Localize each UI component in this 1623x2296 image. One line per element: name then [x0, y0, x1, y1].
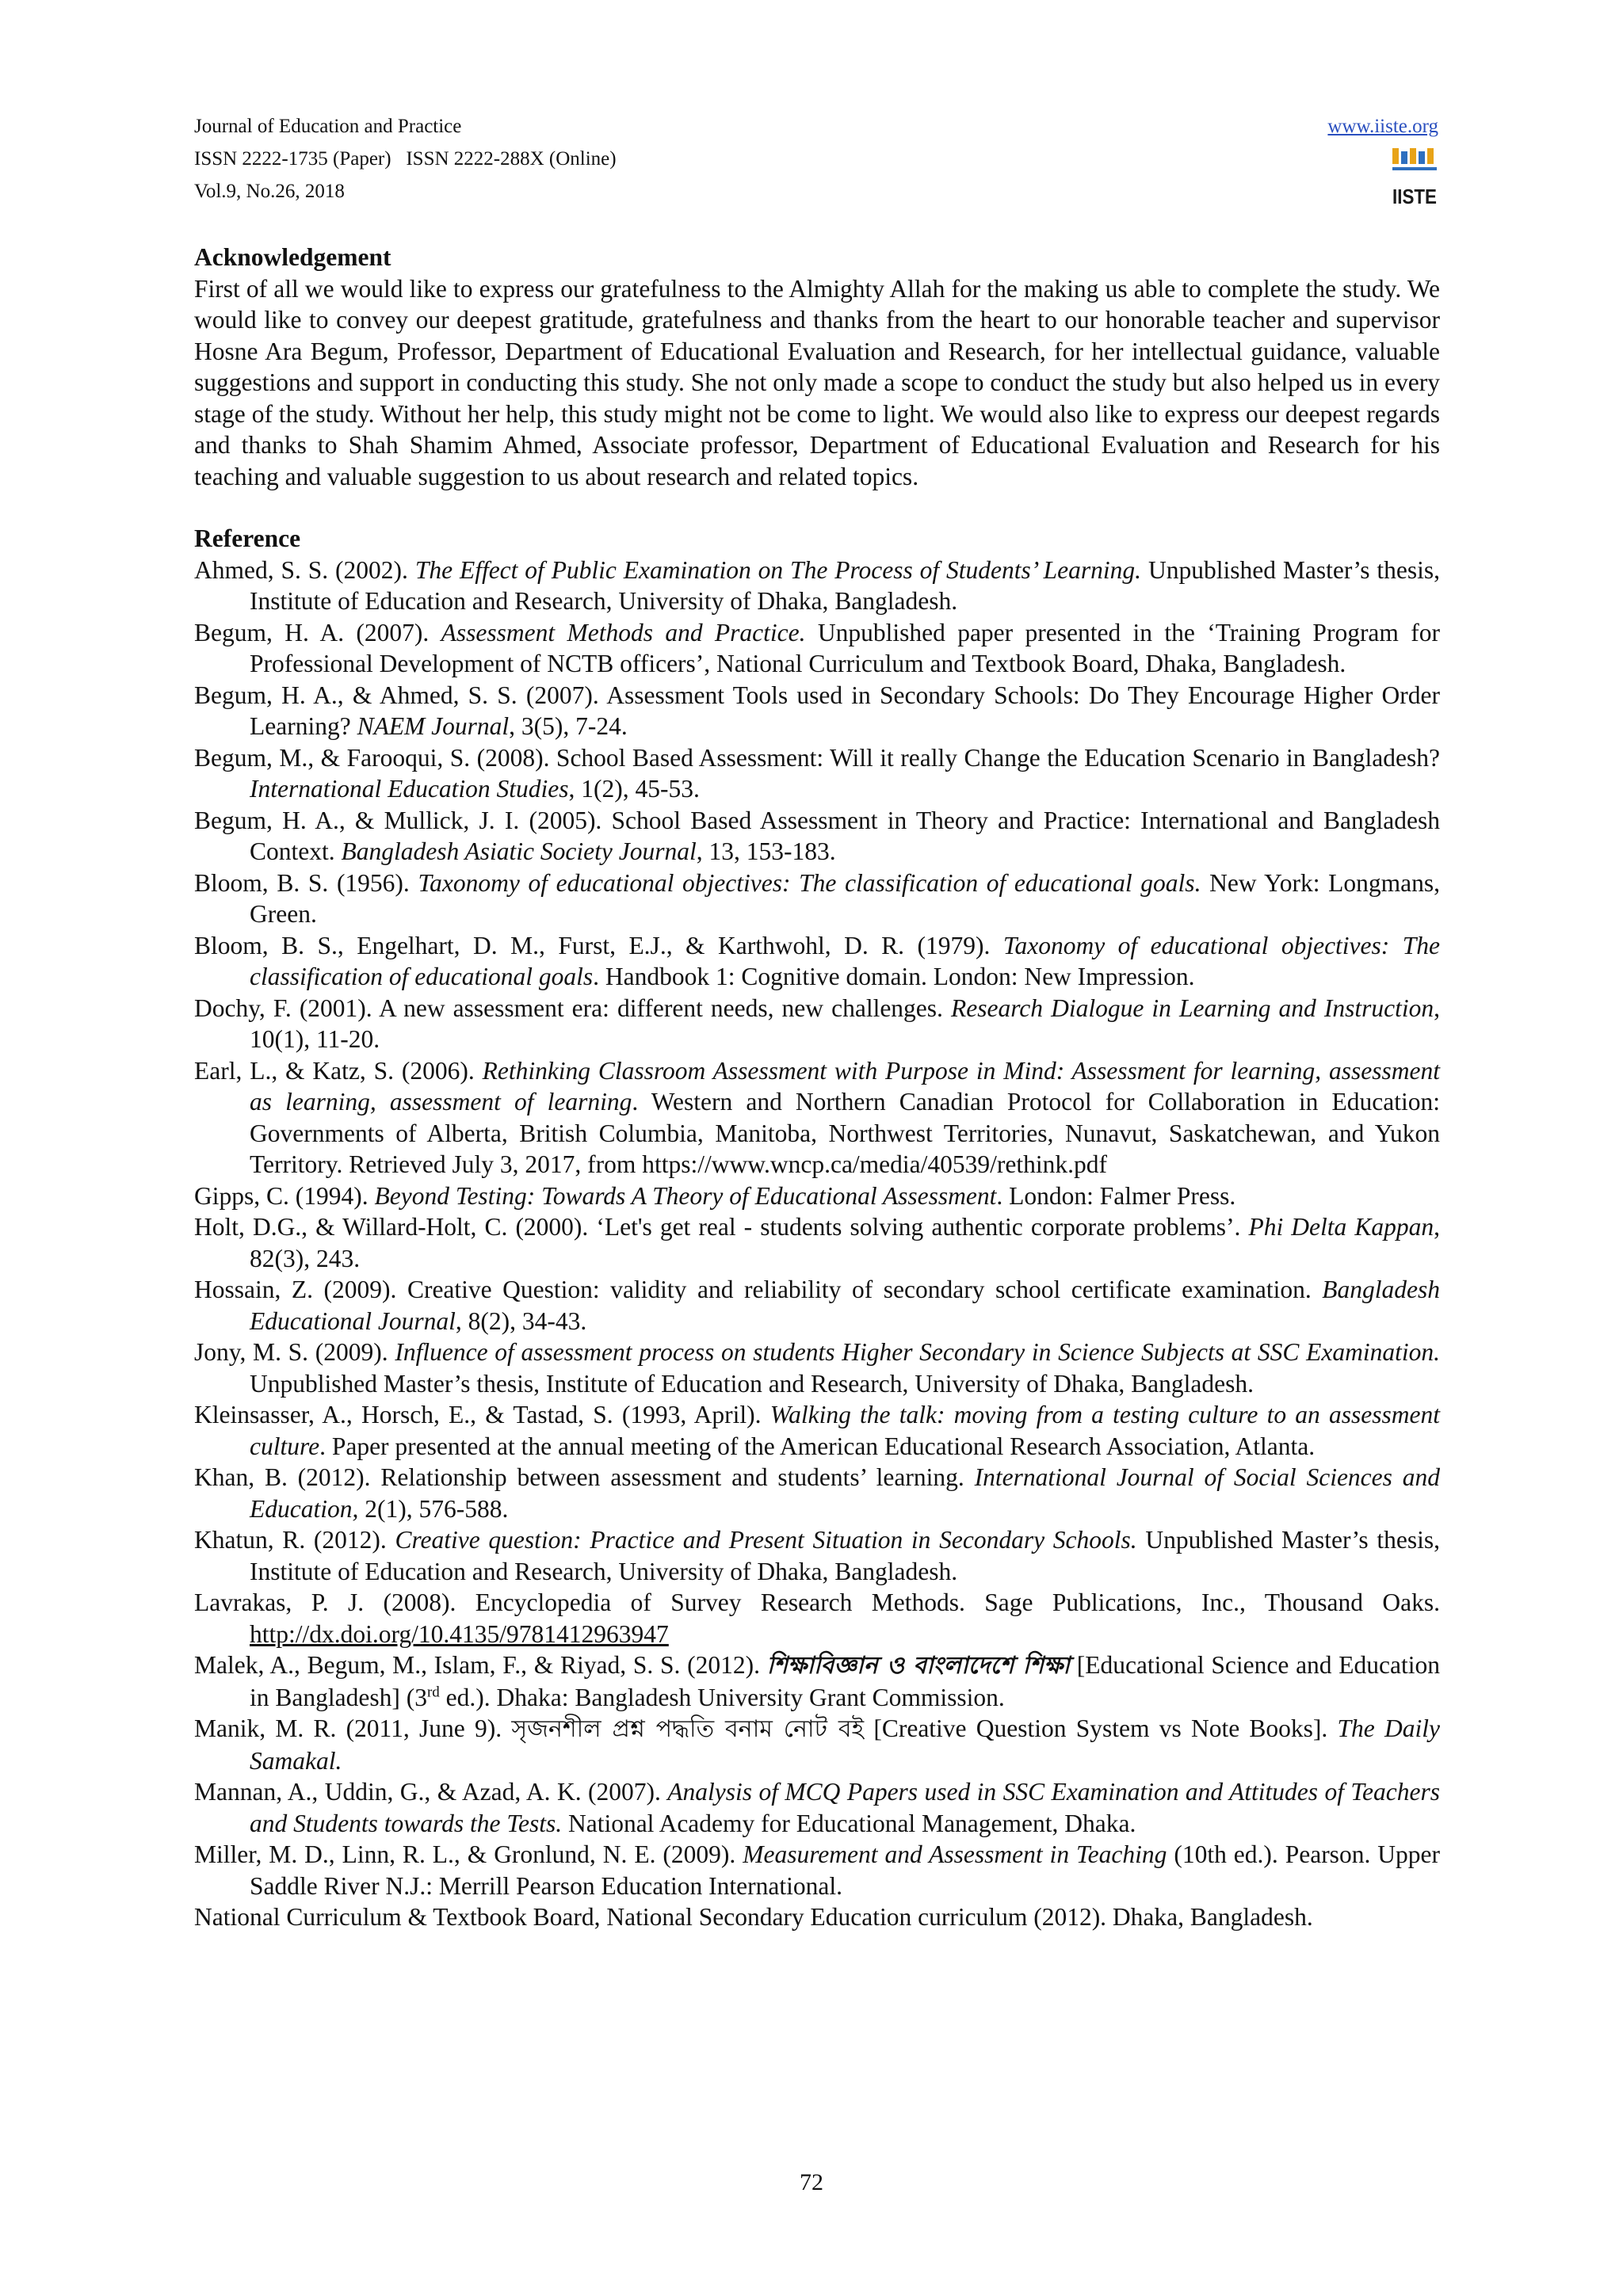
reference-text: Khan, B. (2012). Relationship between assessment and students’ learning. [194, 1463, 975, 1491]
reference-text: Manik, M. R. (2011, June 9). [194, 1714, 512, 1742]
acknowledgement-text: First of all we would like to express our gratefulness to the Almighty Allah for the making us able to complete the study. We would like to convey our deepest gratitude, gratefulness and thanks from the heart to our honorable teacher and supervisor Hosne Ara Begum, Professor, Department of Educational Evaluation and Research, for her intellectual guidance, valuable suggestions and support in conducting this study. She not only made a scope to conduct the study but also helped us in every stage of the study. Without her help, this study might not be come to light. We would also like to express our deepest regards and thanks to Shah Shamim Ahmed, Associate professor, Department of Educational Evaluation and Research for his teaching and valuable suggestion to us about research and related topics. [194, 274, 1440, 490]
reference-text: , 82(3), 243. [250, 1213, 1440, 1272]
reference-item [194, 680, 1440, 742]
reference-text: Earl, L., & Katz, S. (2006). [194, 1056, 483, 1085]
reference-text: , 10(1), 11-20. [250, 994, 1440, 1053]
logo-bar [1410, 148, 1416, 164]
page-header [194, 111, 1438, 214]
reference-bangla-title: সৃজনশীল প্রশ্ন পদ্ধতি বনাম নোট বই [511, 1715, 865, 1743]
reference-item [194, 617, 1440, 680]
logo-bar [1419, 151, 1425, 164]
reference-title-italic: Taxonomy of educational objectives: The classification of educational goals. [418, 868, 1201, 897]
reference-text: . Handbook 1: Cognitive domain. London: New Impression. [593, 963, 1195, 990]
reference-source-italic: The Daily Samakal. [250, 1714, 1440, 1775]
reference-item [194, 742, 1440, 805]
reference-item [194, 1462, 1440, 1524]
reference-text: , 13, 153-183. [696, 837, 836, 865]
reference-title-italic: Bangladesh Asiatic Society Journal [341, 837, 697, 865]
reference-title-italic: Measurement and Assessment in Teaching [743, 1840, 1167, 1868]
reference-text: Unpublished Master’s thesis, Institute of Education and Research, University of Dhaka, Bangladesh. [250, 555, 1440, 615]
logo-bar [1392, 148, 1399, 164]
reference-text: 2(1), 576-588. [358, 1494, 509, 1523]
reference-item [194, 1211, 1440, 1274]
logo-text: IISTE [1392, 185, 1437, 208]
reference-title-italic: Creative question: Practice and Present Situation in Secondary Schools. [395, 1526, 1137, 1554]
page-number: 72 [800, 2169, 823, 2195]
reference-item [194, 930, 1440, 993]
reference-text: Bloom, B. S. (1956). [194, 868, 418, 897]
reference-title-italic: Phi Delta Kappan [1248, 1213, 1434, 1241]
reference-text: Gipps, C. (1994). [194, 1181, 375, 1210]
reference-item [194, 1337, 1440, 1399]
reference-title-italic: International Education Studies [250, 775, 569, 803]
reference-title-italic: Beyond Testing: Towards A Theory of Educational Assessment [374, 1181, 997, 1210]
reference-text: Unpublished Master’s thesis, Institute of Education and Research, University of Dhaka, Bangladesh. [250, 1526, 1440, 1585]
reference-text: Begum, H. A., & Mullick, J. I. (2005). School Based Assessment in Theory and Practice: International and Bangladesh Context. [194, 806, 1440, 865]
reference-title-italic: International Journal of Social Sciences and Education, [250, 1463, 1440, 1523]
reference-text: Hossain, Z. (2009). Creative Question: validity and reliability of secondary school certificate examination. [194, 1276, 1323, 1303]
iiste-logo [1391, 147, 1438, 212]
reference-item [194, 993, 1440, 1055]
issn-line: ISSN 2222-1735 (Paper) ISSN 2222-288X (Online) [194, 148, 617, 170]
reference-text: Bloom, B. S., Engelhart, D. M., Furst, E.J., & Karthwohl, D. R. (1979). [194, 931, 1003, 959]
reference-title-italic: Bangladesh Educational Journal [250, 1276, 1440, 1335]
reference-text: , 3(5), 7-24. [509, 712, 628, 740]
reference-text: Malek, A., Begum, M., Islam, F., & Riyad, S. S. (2012). [194, 1651, 767, 1679]
reference-item [194, 1650, 1440, 1713]
reference-list [194, 555, 1440, 1933]
website-link[interactable]: www.iiste.org [1327, 116, 1438, 137]
reference-title-italic: Analysis of MCQ Papers used in SSC Examination and Attitudes of Teachers and Students towards the Tests. [250, 1778, 1440, 1837]
reference-item [194, 1180, 1440, 1212]
reference-title: Reference [194, 524, 301, 552]
reference-text: Begum, H. A., & Ahmed, S. S. (2007). Assessment Tools used in Secondary Schools: Do They Encourage Higher Order Learning? [194, 681, 1440, 740]
acknowledgement-title: Acknowledgement [194, 243, 391, 271]
reference-item [194, 1399, 1440, 1462]
reference-item [194, 805, 1440, 868]
logo-bar [1392, 167, 1437, 170]
reference-text: [Creative Question System vs Note Books]. [864, 1714, 1338, 1742]
reference-text: Khatun, R. (2012). [194, 1526, 395, 1554]
reference-text: Unpublished paper presented in the ‘Training Program for Professional Development of NCTB officers’, National Curriculum and Textbook Board, Dhaka, Bangladesh. [250, 618, 1440, 677]
logo-bar [1427, 148, 1434, 164]
reference-text: . Paper presented at the annual meeting of the American Educational Research Association, Atlanta. [319, 1432, 1316, 1460]
reference-item [194, 1587, 1440, 1650]
reference-text: (10th ed.). Pearson. Upper Saddle River N.J.: Merrill Pearson Education International. [250, 1840, 1440, 1900]
logo-bar [1401, 151, 1407, 164]
reference-bangla-title: শিক্ষাবিজ্ঞান ও বাংলাদেশে শিক্ষা [766, 1652, 1070, 1680]
reference-text: Mannan, A., Uddin, G., & Azad, A. K. (2007). [194, 1778, 668, 1806]
reference-text: Begum, H. A. (2007). [194, 618, 441, 646]
reference-item [194, 1055, 1440, 1180]
reference-title-italic: The Effect of Public Examination on The Process of Students’ Learning. [414, 555, 1142, 584]
reference-text: ed.). Dhaka: Bangladesh University Grant Commission. [439, 1683, 1005, 1711]
reference-doi-link[interactable]: http://dx.doi.org/10.4135/9781412963947 [250, 1619, 669, 1648]
reference-text: Holt, D.G., & Willard-Holt, C. (2000). ‘Let's get real - students solving authentic corporate problems’. [194, 1213, 1249, 1241]
reference-item [194, 1274, 1440, 1337]
journal-name: Journal of Education and Practice [194, 116, 462, 137]
reference-item [194, 1776, 1440, 1839]
reference-text: Begum, M., & Farooqui, S. (2008). School Based Assessment: Will it really Change the Education Scenario in Bangladesh? [194, 743, 1440, 772]
reference-text: Kleinsasser, A., Horsch, E., & Tastad, S. (1993, April). [194, 1401, 770, 1428]
reference-text: Miller, M. D., Linn, R. L., & Gronlund, N. E. (2009). [194, 1840, 743, 1868]
reference-title-italic: Walking the talk: moving from a testing culture to an assessment culture [250, 1401, 1440, 1460]
reference-title-italic: Assessment Methods and Practice. [441, 618, 806, 646]
reference-item [194, 868, 1440, 930]
volume-line: Vol.9, No.26, 2018 [194, 181, 345, 202]
reference-title-italic: Research Dialogue in Learning and Instruction [951, 994, 1434, 1022]
reference-text: Dochy, F. (2001). A new assessment era: different needs, new challenges. [194, 994, 951, 1022]
page-content [194, 242, 1440, 1933]
reference-text: [Educational Science and Education in Bangladesh] (3 [250, 1651, 1440, 1711]
reference-text: , 8(2), 34-43. [455, 1306, 587, 1335]
reference-text: Unpublished Master’s thesis, Institute of Education and Research, University of Dhaka, Bangladesh. [250, 1369, 1254, 1398]
reference-text: Ahmed, S. S. (2002). [194, 555, 415, 584]
reference-title-italic: NAEM Journal [357, 712, 510, 740]
reference-item [194, 555, 1440, 617]
reference-item [194, 1901, 1440, 1933]
reference-item [194, 1713, 1440, 1776]
reference-title-italic: Influence of assessment process on students Higher Secondary in Science Subjects at SSC Examination. [395, 1338, 1440, 1366]
reference-item [194, 1839, 1440, 1901]
reference-text: . Western and Northern Canadian Protocol for Collaboration in Education: Governments of Alberta, British Columbia, Manitoba, Northwest Territories, Nunavut, Saskatchewan, and Yukon Territory. Retrieved July 3, 2017, from https://www.wncp.ca/media/40539/rethink.pdf [250, 1088, 1440, 1178]
reference-item [194, 1524, 1440, 1587]
reference-text: National Academy for Educational Management, Dhaka. [562, 1809, 1136, 1837]
reference-title-italic: Taxonomy of educational objectives: The classification of educational goals [250, 931, 1440, 990]
reference-text: National Curriculum & Textbook Board, National Secondary Education curriculum (2012). Dhaka, Bangladesh. [194, 1903, 1313, 1931]
reference-superscript: rd [426, 1684, 440, 1700]
reference-text: Jony, M. S. (2009). [194, 1338, 395, 1366]
reference-text: , 1(2), 45-53. [568, 775, 700, 803]
reference-text: . London: Falmer Press. [996, 1181, 1236, 1210]
reference-text: Lavrakas, P. J. (2008). Encyclopedia of Survey Research Methods. Sage Publications, Inc., Thousand Oaks. [194, 1589, 1440, 1616]
reference-title-italic: Rethinking Classroom Assessment with Purpose in Mind: Assessment for learning, assessment as learning, assessment of learning [250, 1056, 1440, 1116]
reference-text: New York: Longmans, Green. [250, 868, 1440, 928]
